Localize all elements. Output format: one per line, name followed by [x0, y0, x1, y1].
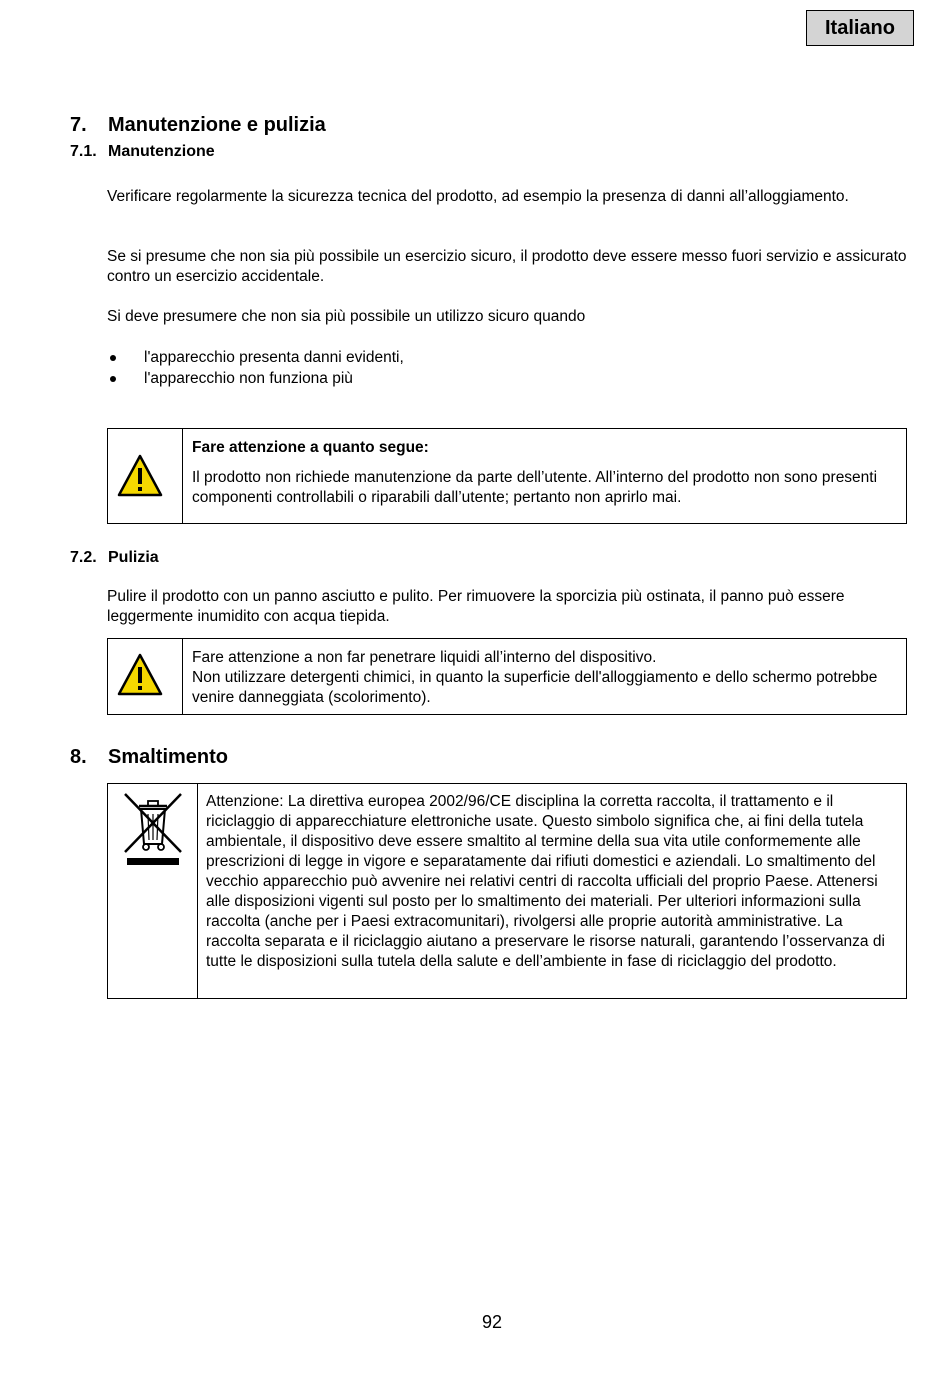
subsection-7-1-heading	[70, 142, 570, 162]
paragraph: Se si presume che non sia più possibile un esercizio sicuro, il prodotto deve essere messo fuori servizio e assicurato contro un esercizio accidentale.	[107, 248, 907, 285]
section-7-heading	[70, 113, 770, 137]
disposal-note-box	[107, 783, 907, 999]
section-title: Smaltimento	[108, 746, 229, 768]
bullet-list	[107, 347, 907, 389]
warning-triangle-icon	[117, 454, 163, 498]
subsection-number: 7.2.	[70, 549, 97, 566]
section-number: 8.	[70, 746, 87, 768]
paragraph: Pulire il prodotto con un panno asciutto e pulito. Per rimuovere la sporcizia più ostinata, il panno può essere leggermente inumidito con acqua tiepida.	[107, 588, 845, 625]
icon-cell	[108, 639, 183, 714]
subsection-7-2-heading	[70, 548, 570, 568]
section-number: 7.	[70, 114, 87, 136]
note-line: Fare attenzione a non far penetrare liquidi all’interno del dispositivo.	[192, 649, 657, 666]
note-text	[206, 792, 896, 972]
subsection-title: Manutenzione	[108, 143, 215, 160]
paragraph: Verificare regolarmente la sicurezza tecnica del prodotto, ad esempio la presenza di danni all’alloggiamento.	[107, 188, 849, 205]
note-text	[192, 648, 896, 708]
list-item: l'apparecchio non funziona più	[107, 368, 907, 389]
note-body: Il prodotto non richiede manutenzione da parte dell’utente. All’interno del prodotto non sono presenti componenti controllabili o riparabili dall’utente; pertanto non aprirlo mai.	[192, 469, 878, 506]
note-line: Non utilizzare detergenti chimici, in quanto la superficie dell'alloggiamento e dello schermo potrebbe venire danneggiata (scolorimento).	[192, 669, 878, 706]
warning-triangle-icon	[117, 653, 163, 697]
note-text	[192, 438, 896, 508]
section-8-heading	[70, 745, 570, 769]
list-item: l'apparecchio presenta danni evidenti,	[107, 347, 907, 368]
warning-note-box	[107, 428, 907, 524]
note-body: Attenzione: La direttiva europea 2002/96/CE disciplina la corretta raccolta, il trattamento e il riciclaggio di apparecchiature elettroniche usate. Questo simbolo significa che, ai fini della tutela ambientale, il dispositivo deve essere smaltito al termine della sua vita utile conformemente alle prescrizioni di legge in vigore e separatamente dai rifiuti domestici e aziendali. Lo smaltimento del vecchio apparecchio può avvenire nei relativi centri di raccolta ufficiali del proprio Paese. Attenersi alle disposizioni vigenti sul posto per lo smaltimento dei materiali. Per ulteriori informazioni sulla raccolta (anche per i Paesi extracomunitari), rivolgersi alle proprie autorità amministrative. La raccolta separata e il riciclaggio aiutano a preservare le risorse naturali, garantendo l’osservanza di tutte le disposizioni sulla tutela della salute e dell’ambiente in fase di riciclaggio del prodotto.	[206, 793, 885, 970]
subsection-title: Pulizia	[108, 549, 159, 566]
icon-cell	[108, 784, 198, 998]
language-tab: Italiano	[806, 10, 914, 46]
subsection-number: 7.1.	[70, 143, 97, 160]
warning-note-box	[107, 638, 907, 715]
paragraph: Si deve presumere che non sia più possibile un utilizzo sicuro quando	[107, 308, 586, 325]
page-number: 92	[481, 1312, 503, 1332]
note-heading: Fare attenzione a quanto segue:	[192, 439, 429, 456]
icon-cell	[108, 429, 183, 523]
section-title: Manutenzione e pulizia	[108, 114, 326, 136]
crossed-out-bin-icon	[121, 792, 185, 866]
